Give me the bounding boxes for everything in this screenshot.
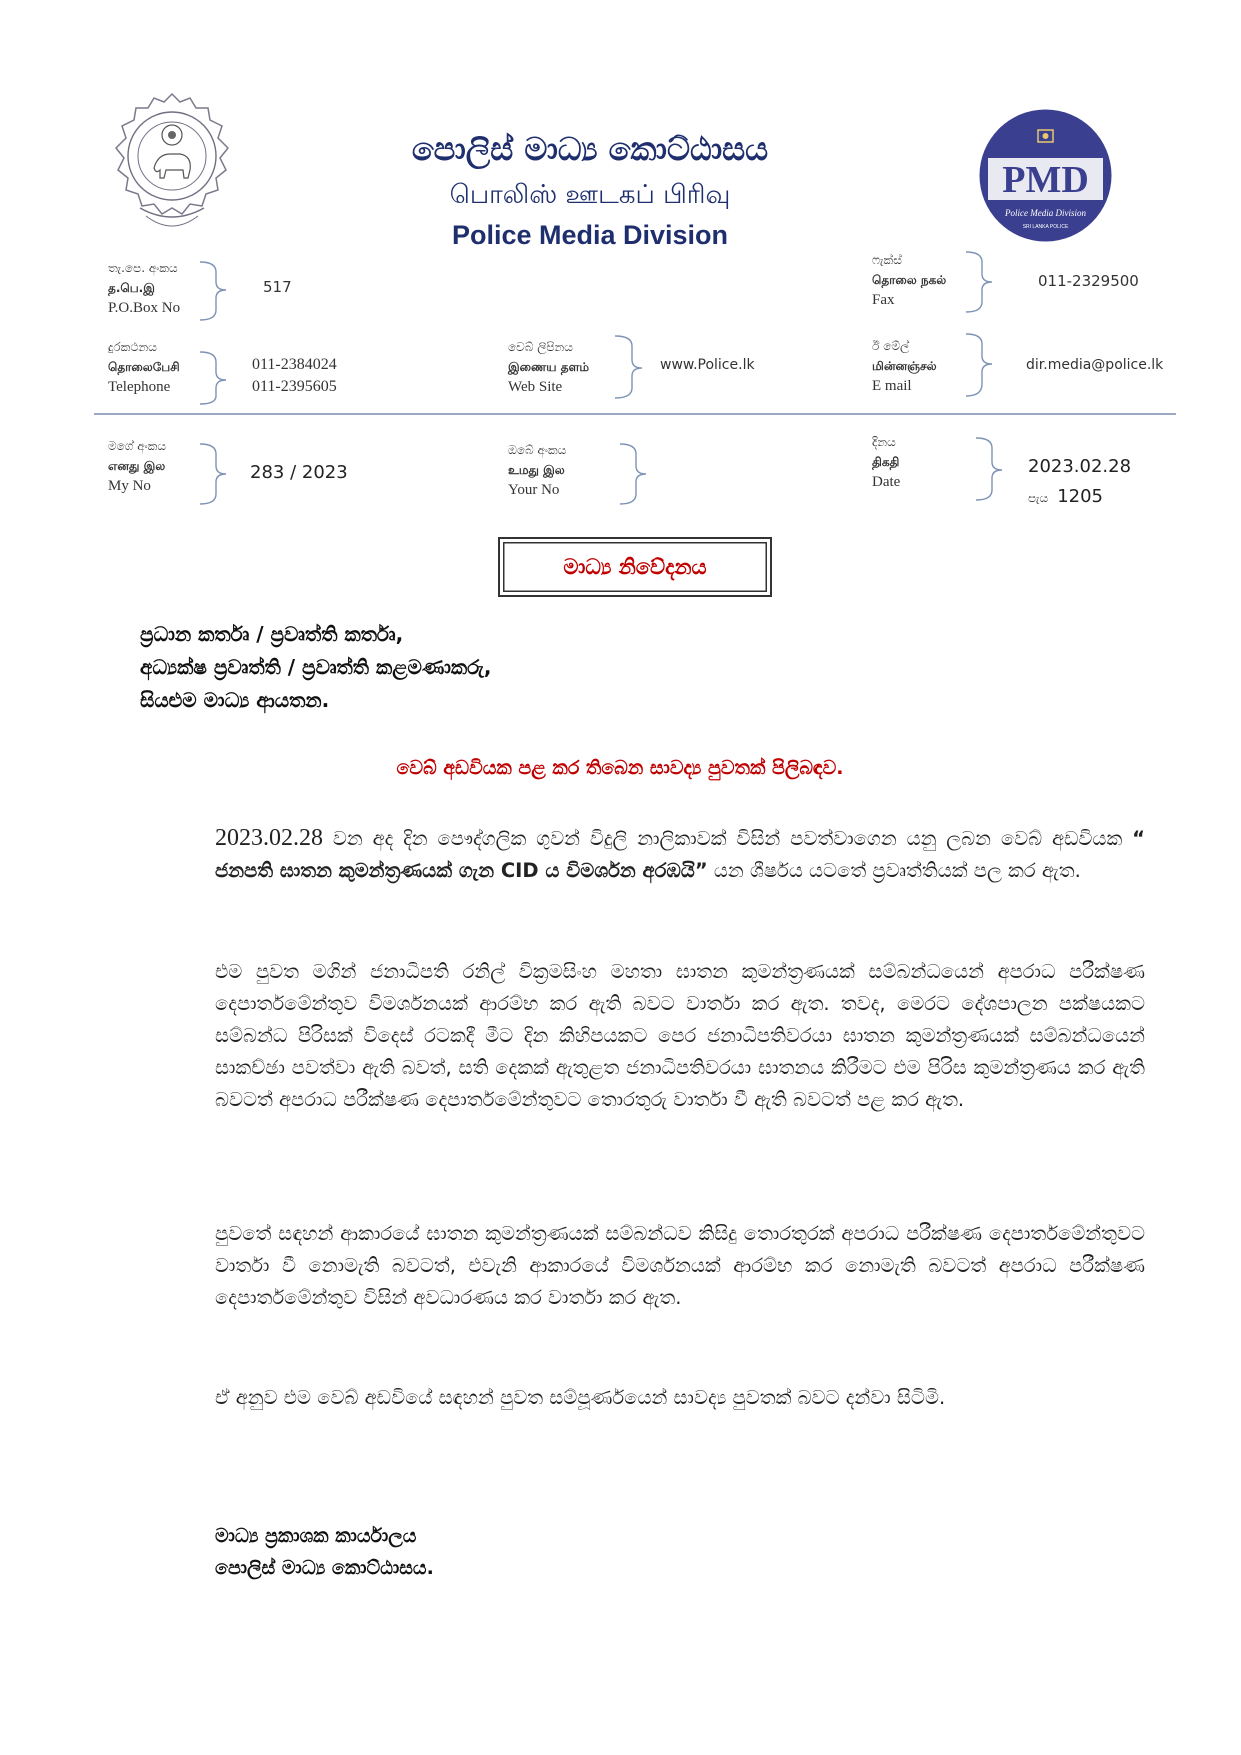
date-label [872,432,900,492]
header-title-english: Police Media Division [451,220,729,250]
fax-label [872,250,946,310]
telephone-value-2: 011-2395605 [252,378,337,395]
time-label: පැය [1028,491,1049,505]
addressee-line: ප්‍රධාන කර්තෘ / ප්‍රවෘත්ති කර්තෘ, [140,622,404,646]
header-title-tamil: பொலிஸ் ஊடகப் பிரிவு [449,180,731,210]
header-title-sinhala: පොලිස් මාධ්‍ය කොට්ඨාසය [411,130,769,168]
date-label-en: Date [872,474,901,490]
pobox-label [108,258,180,318]
paragraph-2-text: එම පුවත මගින් ජනාධිපති රනිල් වික්‍රමසිංහ මහතා ඝාතන කුමන්ත්‍රණයක් සම්බන්ධයෙන් අපරාධ පරීක්ෂණ දෙපාර්තමේන්තුව විමර්ශනයක් ආරම්භ කර ඇති බවට වාර්තා කර ඇත. තවද, මෙරට දේශපාලන පක්ෂයකට සම්බන්ධ පිරිසක් විදෙස් රටකදී මීට දින කිහිපයකට පෙර ජනාධිපතිවරයා ඝාතන කුමන්ත්‍රණයක් සම්බන්ධයෙන් සාකච්ඡා පවත්වා ඇති බවත්, සති දෙකක් ඇතුළත ජනාධිපතිවරයා ඝාතනය කිරීමට එම පිරිස කුමන්ත්‍රණය කර ඇති බවටත් අපරාධ පරීක්ෂණ දෙපාර්තමේන්තුවට තොරතුරු වාර්තා වී ඇති බවටත් පළ කර ඇත. [215,960,1145,1111]
paragraph-3-text: පුවතේ සඳහන් ආකාරයේ ඝාතන කුමන්ත්‍රණයක් සම්බන්ධව කිසිදු තොරතුරක් අපරාධ පරීක්ෂණ දෙපාර්තමේන්තුවට වාර්තා වී නොමැති බවටත්, එවැනි ආකාරයේ විමර්ශනයක් ආරම්භ කර නොමැති බවටත් අපරාධ පරීක්ෂණ දෙපාර්තමේන්තුව විසින් අවධාරණය කර වාර්තා කර ඇත. [215,1222,1145,1309]
telephone-label [108,337,180,397]
paragraph-3 [215,1218,1145,1314]
document-type-title: මාධ්‍ය නිවේදනය [563,554,707,579]
email-label-ta: மின்னஞ்சல் [872,359,937,373]
header-divider [94,413,1176,415]
pobox-label-ta: த.பெ.இ [108,281,155,295]
fax-label-si: ෆැක්ස් [872,253,902,267]
signature-block [215,1520,434,1584]
your-no-label [508,440,566,500]
my-no-label-ta: எனது இல [108,459,166,473]
pmd-logo-subcaption: SRI LANKA POLICE [1022,224,1069,230]
website-link[interactable]: www.Police.lk [660,357,755,373]
addressee-line: සියළුම මාධ්‍ය ආයතන. [140,688,330,712]
paragraph-1-quote: “ ජනපති ඝාතන කුමන්ත්‍රණයක් ගැන CID ය විමර්ශන අරඹයි” [215,827,1145,882]
fax-label-en: Fax [872,292,895,308]
paragraph-1-text-a: වන අද දින පෞද්ගලික ගුවන් විදුලි නාලිකාවක් විසින් පවත්වාගෙන යනු ලබන වෙබ් අඩවියක [323,827,1133,850]
date-label-si: දිනය [872,435,896,449]
website-label-si: වෙබ් ලිපිනය [508,340,573,354]
pmd-logo-text: PMD [1002,159,1089,201]
date-value: 2023.02.28 [1028,456,1132,477]
signature-line: පොලිස් මාධ්‍ය කොට්ඨාසය. [215,1557,434,1579]
website-label-en: Web Site [508,379,563,395]
paragraph-1-text-b: යන ශීර්ෂය යටතේ ප්‍රවෘත්තියක් පල කර ඇත. [707,859,1081,882]
telephone-label-ta: தொலைபேசி [108,360,180,374]
fax-label-ta: தொலை நகல் [872,273,947,287]
pobox-label-si: තැ.පෙ. අංකය [108,261,178,275]
pmd-logo-caption: Police Media Division [1005,208,1086,218]
email-label [872,336,937,396]
email-link[interactable]: dir.media@police.lk [1026,357,1164,373]
date-label-ta: திகதி [872,455,900,469]
email-label-en: E mail [872,378,912,394]
paragraph-4-text: ඒ අනුව එම වෙබ් අඩවියේ සඳහන් පුවත සම්පූර්ණයෙන් සාවද්‍ය පුවතක් බවට දන්වා සිටිමි. [215,1386,946,1409]
my-no-label-si: මගේ අංකය [108,439,167,453]
signature-line: මාධ්‍ය ප්‍රකාශක කාර්යාලය [215,1525,417,1547]
paragraph-4 [215,1382,1145,1414]
telephone-label-en: Telephone [108,379,171,395]
my-no-label-en: My No [108,478,151,494]
pobox-value: 517 [263,278,292,296]
your-no-label-en: Your No [508,482,560,498]
addressee-block [140,618,491,717]
paragraph-1-date: 2023.02.28 [215,825,323,851]
document-type-box [498,537,772,597]
fax-value: 011-2329500 [1038,272,1139,290]
subject-line: වෙබ් අඩවියක පළ කර තිබෙන සාවද්‍ය පුවතක් පිලිබඳව. [396,757,844,779]
paragraph-1 [215,822,1145,887]
paragraph-2 [215,956,1145,1116]
your-no-label-ta: உமது இல [508,463,565,477]
email-label-si: ඊ මේල් [872,339,910,353]
telephone-value-1: 011-2384024 [252,356,337,373]
website-label-ta: இணைய தளம் [508,360,590,374]
time-row [1028,486,1103,507]
telephone-label-si: දුරකථනය [108,340,157,354]
website-label [508,337,589,397]
my-no-label [108,436,166,496]
pobox-label-en: P.O.Box No [108,300,181,316]
my-no-value: 283 / 2023 [250,462,348,483]
your-no-label-si: ඔබේ අංකය [508,443,567,457]
addressee-line: අධ්‍යක්ෂ ප්‍රවෘත්ති / ප්‍රවෘත්ති කළමණාකරු, [140,655,492,679]
time-value: 1205 [1057,486,1104,507]
